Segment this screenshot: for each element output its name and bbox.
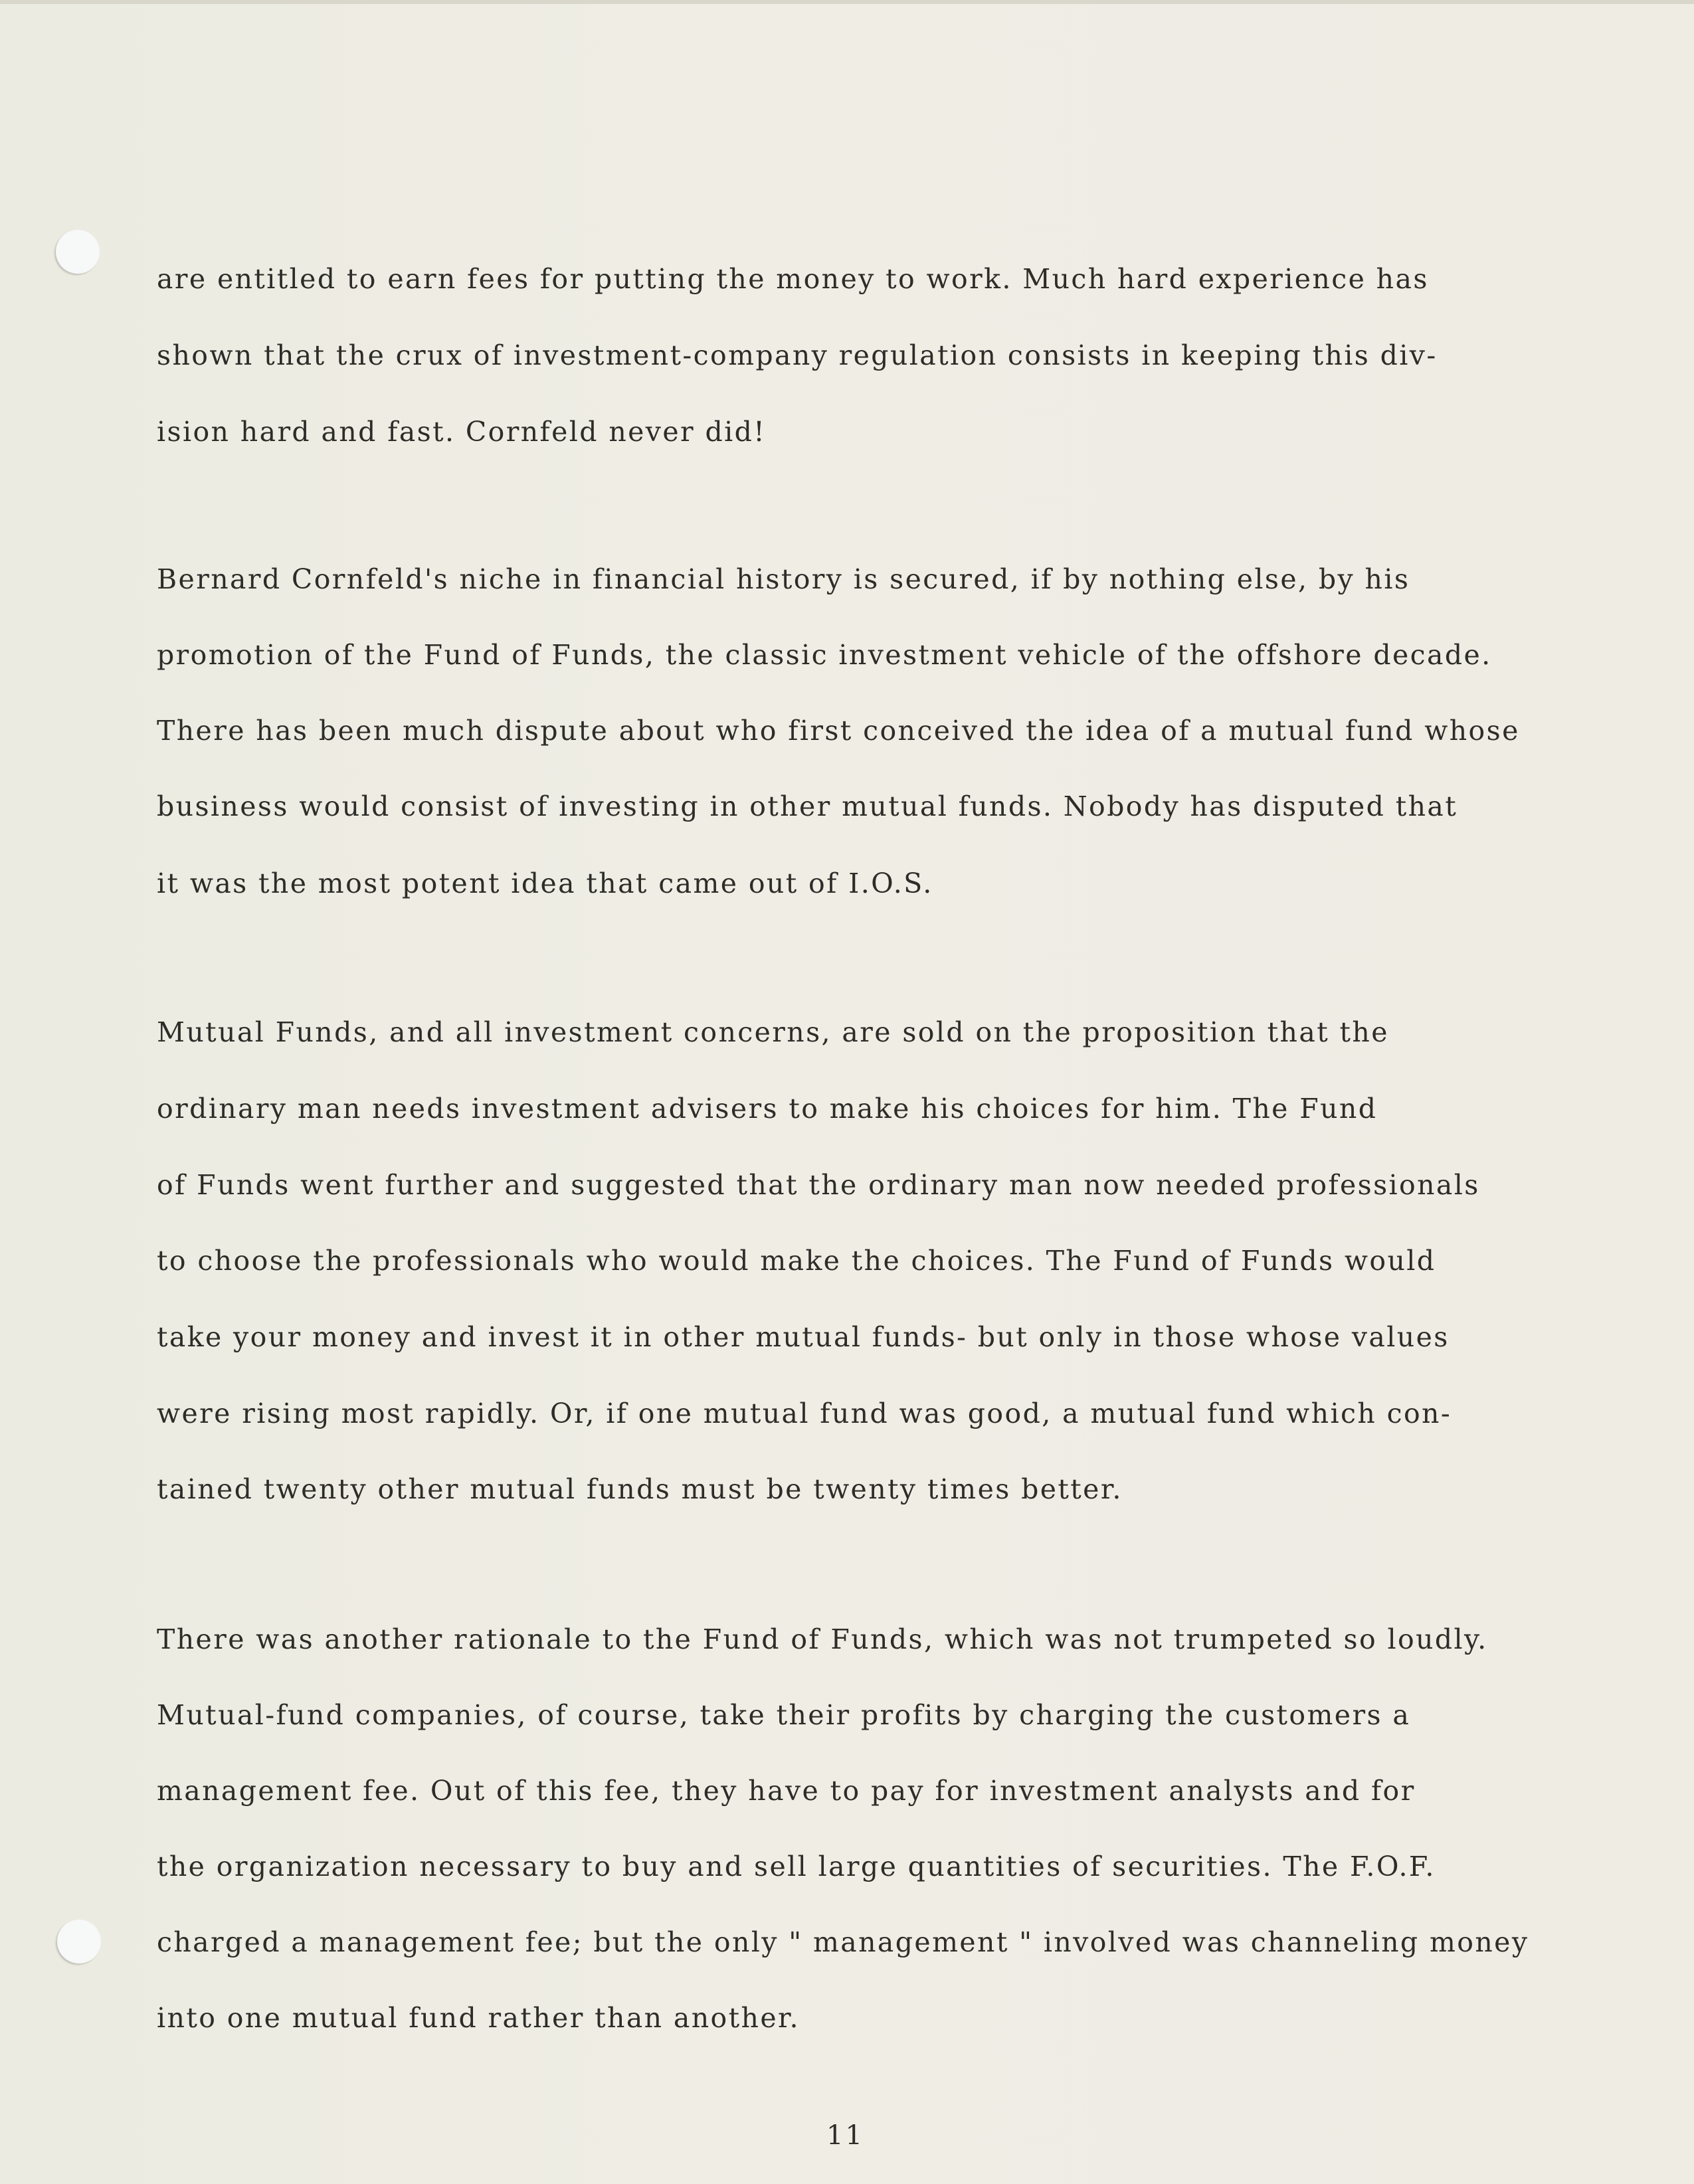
punch-hole-icon [57,1920,101,1963]
punch-hole-icon [56,230,100,274]
text-line: ordinary man needs investment advisers to make his choices for him. The Fund [157,1093,1378,1125]
text-line: into one mutual fund rather than another. [157,2002,800,2034]
text-line: tained twenty other mutual funds must be twenty times better. [157,1473,1123,1505]
text-line: to choose the professionals who would make the choices. The Fund of Funds would [157,1245,1436,1277]
text-line: There was another rationale to the Fund of Funds, which was not trumpeted so loudly. [157,1623,1488,1655]
text-line: are entitled to earn fees for putting the money to work. Much hard experience has [157,263,1429,295]
text-line: the organization necessary to buy and sell large quantities of securities. The F.O.F. [157,1851,1436,1882]
text-line: charged a management fee; but the only " management " involved was channeling money [157,1926,1529,1958]
text-line: management fee. Out of this fee, they have to pay for investment analysts and for [157,1775,1416,1807]
text-line: take your money and invest it in other mutual funds- but only in those whose values [157,1321,1450,1353]
text-line: business would consist of investing in other mutual funds. Nobody has disputed that [157,790,1458,822]
text-line: Mutual-fund companies, of course, take their profits by charging the customers a [157,1699,1411,1731]
text-line: shown that the crux of investment-company regulation consists in keeping this div- [157,339,1438,371]
text-line: There has been much dispute about who first conceived the idea of a mutual fund whose [157,715,1520,747]
text-line: promotion of the Fund of Funds, the classic investment vehicle of the offshore decade. [157,639,1492,671]
page-top-edge [0,0,1694,4]
text-line: Mutual Funds, and all investment concerns, are sold on the proposition that the [157,1016,1389,1048]
page-number: 11 [826,2120,864,2151]
text-line: were rising most rapidly. Or, if one mutual fund was good, a mutual fund which con- [157,1398,1452,1429]
text-line: of Funds went further and suggested that the ordinary man now needed professionals [157,1169,1480,1201]
text-line: ision hard and fast. Cornfeld never did! [157,416,767,448]
text-line: it was the most potent idea that came out of I.O.S. [157,867,933,899]
text-line: Bernard Cornfeld's niche in financial history is secured, if by nothing else, by his [157,563,1410,595]
